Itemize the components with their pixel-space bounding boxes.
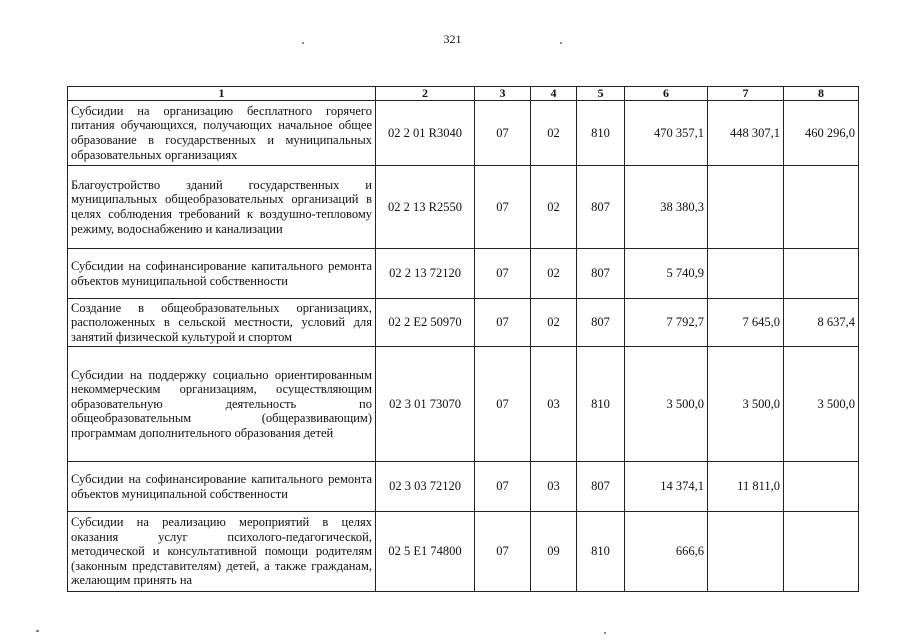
scan-speck [560,42,562,44]
row-value-2 [708,166,784,249]
row-subsection: 03 [531,347,577,462]
column-header: 6 [625,87,708,101]
row-value-2: 7 645,0 [708,299,784,347]
row-subsection: 03 [531,462,577,512]
row-value-2 [708,249,784,299]
row-description: Субсидии на поддержку социально ориентированным некоммерческим организациям, осуществляющим образовательную деятельность по общеобразовательным (общеразвивающим) программам дополнительного образования детей [68,347,376,462]
header-row [68,87,859,101]
column-header: 2 [376,87,475,101]
row-value-1: 38 380,3 [625,166,708,249]
row-value-3 [784,249,859,299]
table-row [68,249,859,299]
row-value-3 [784,166,859,249]
scan-speck [604,632,606,634]
row-description: Субсидии на софинансирование капитального ремонта объектов муниципальной собственности [68,249,376,299]
column-header: 7 [708,87,784,101]
row-value-3: 460 296,0 [784,101,859,166]
row-description: Субсидии на реализацию мероприятий в целях оказания услуг психолого-педагогической, методической и консультативной помощи родителям (законным представителям) детей, а также гражданам, желающим принять на [68,512,376,592]
row-subsection: 02 [531,101,577,166]
row-type: 810 [577,347,625,462]
budget-table [67,86,859,592]
row-value-2 [708,512,784,592]
column-header: 5 [577,87,625,101]
row-section: 07 [475,249,531,299]
row-description: Благоустройство зданий государственных и муниципальных общеобразовательных организаций в целях соблюдения требований к воздушно-тепловому режиму, водоснабжению и канализации [68,166,376,249]
table-row [68,166,859,249]
row-type: 807 [577,166,625,249]
row-type: 807 [577,249,625,299]
column-header: 3 [475,87,531,101]
column-header: 8 [784,87,859,101]
row-value-3: 8 637,4 [784,299,859,347]
table-row [68,347,859,462]
row-value-1: 3 500,0 [625,347,708,462]
column-header: 4 [531,87,577,101]
row-type: 807 [577,462,625,512]
table-row [68,299,859,347]
row-code: 02 2 01 R3040 [376,101,475,166]
row-description: Субсидии на софинансирование капитального ремонта объектов муниципальной собственности [68,462,376,512]
row-value-2: 11 811,0 [708,462,784,512]
row-value-2: 3 500,0 [708,347,784,462]
row-section: 07 [475,299,531,347]
row-value-1: 7 792,7 [625,299,708,347]
table-row [68,512,859,592]
row-section: 07 [475,462,531,512]
row-value-3 [784,462,859,512]
row-type: 810 [577,101,625,166]
row-type: 807 [577,299,625,347]
row-section: 07 [475,512,531,592]
table-row [68,101,859,166]
scan-speck [302,42,304,44]
row-value-1: 14 374,1 [625,462,708,512]
row-code: 02 3 03 72120 [376,462,475,512]
row-value-3: 3 500,0 [784,347,859,462]
row-value-1: 666,6 [625,512,708,592]
column-header: 1 [68,87,376,101]
row-code: 02 5 E1 74800 [376,512,475,592]
row-description: Субсидии на организацию бесплатного горячего питания обучающихся, получающих начальное общее образование в государственных и муниципальных образовательных организациях [68,101,376,166]
row-description: Создание в общеобразовательных организациях, расположенных в сельской местности, условий для занятий физической культурой и спортом [68,299,376,347]
row-code: 02 2 13 72120 [376,249,475,299]
row-code: 02 3 01 73070 [376,347,475,462]
row-value-1: 5 740,9 [625,249,708,299]
row-code: 02 2 E2 50970 [376,299,475,347]
scan-speck [36,630,39,632]
row-value-2: 448 307,1 [708,101,784,166]
row-section: 07 [475,101,531,166]
row-subsection: 02 [531,299,577,347]
row-subsection: 02 [531,249,577,299]
page-number: 321 [443,32,462,46]
table-row [68,462,859,512]
row-code: 02 2 13 R2550 [376,166,475,249]
row-value-3 [784,512,859,592]
row-section: 07 [475,166,531,249]
row-subsection: 02 [531,166,577,249]
row-value-1: 470 357,1 [625,101,708,166]
row-section: 07 [475,347,531,462]
row-type: 810 [577,512,625,592]
row-subsection: 09 [531,512,577,592]
